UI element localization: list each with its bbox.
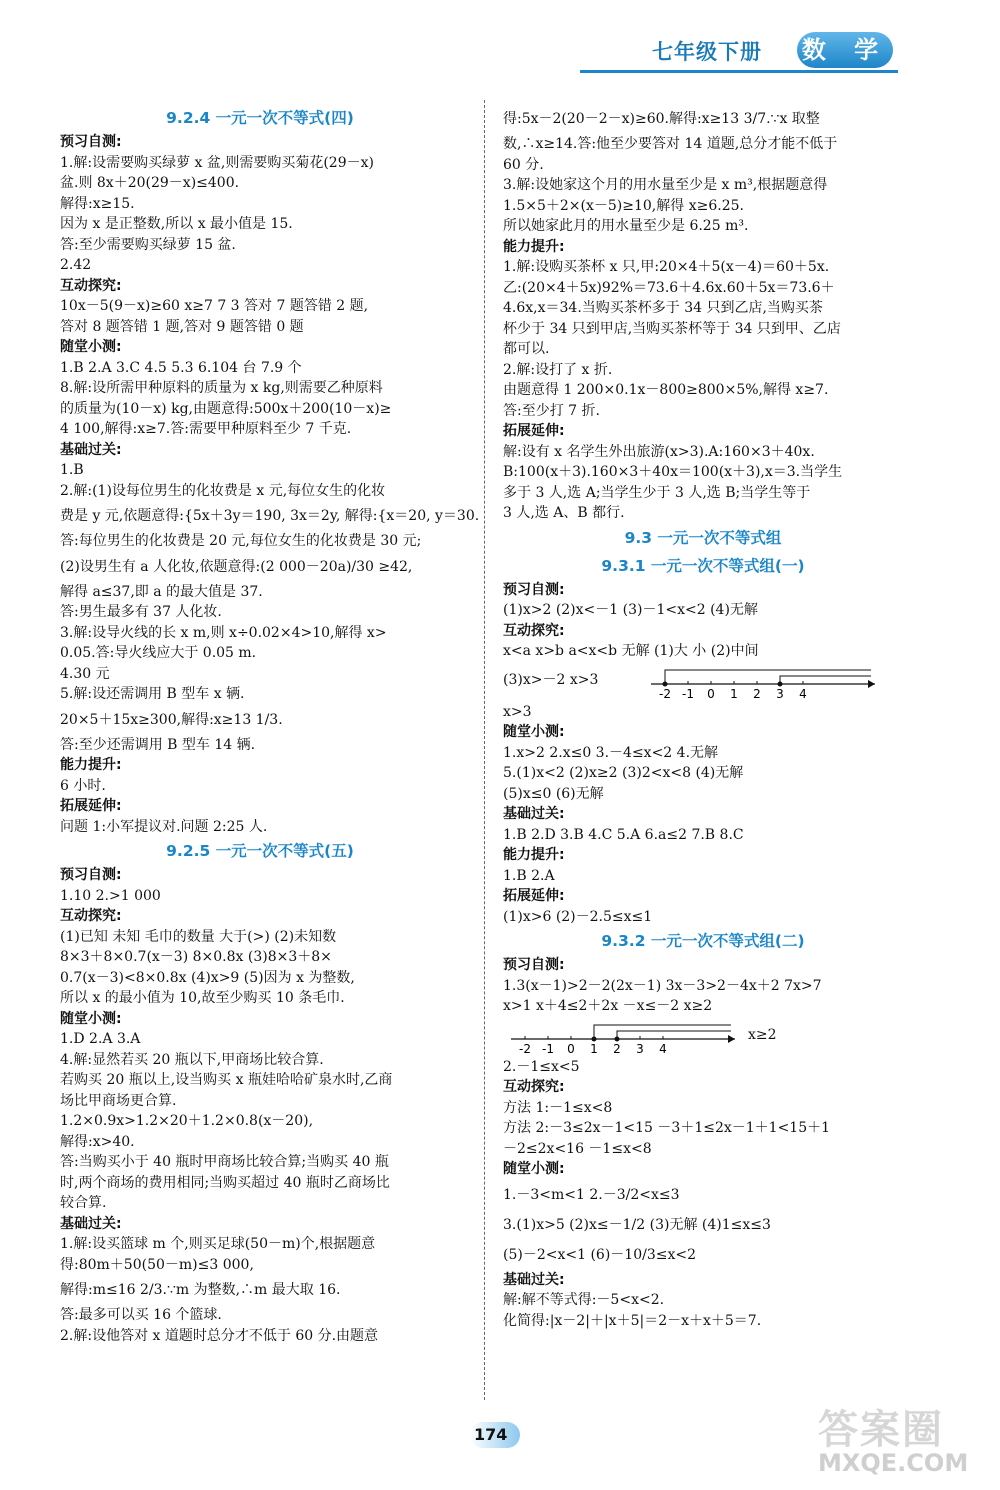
answer-line: 方法 2:－3≤2x－1<15 －3＋1≤2x－1＋1<15＋1 [503,1120,831,1136]
subsection-label: 预习自测: [60,134,122,150]
answer-line: 解得 a≤37,即 a 的最大值是 37. [60,583,263,600]
number-line-text: (3)x>－2 x>3 [503,671,599,688]
arrow-icon [728,1035,735,1043]
number-line-label: -2 [519,1041,531,1056]
answer-line: 1.解:设购买茶杯 x 只,甲:20×4＋5(x－4)＝60＋5x. [503,259,830,275]
answer-line: 2.－1≤x<5 [503,1058,580,1075]
answer-line: x>3 [503,703,532,720]
section-heading: 9.3.2 一元一次不等式组(二) [601,932,805,950]
subsection-label: 预习自测: [503,957,565,973]
answer-line: 4.30 元 [60,665,110,682]
subsection-label: 互动探究: [60,908,122,924]
answer-line: 1.B 2.A 3.C 4.5 5.3 6.104 台 7.9 个 [60,359,302,376]
section-heading: 9.2.5 一元一次不等式(五) [166,842,354,860]
answer-line: 由题意得 1 200×0.1x－800≥800×5%,解得 x≥7. [503,382,829,398]
subsection-label: 拓展延伸: [503,888,565,904]
subject-badge: 数 学 [797,32,893,68]
answer-line: 2.解:设他答对 x 道题时总分才不低于 60 分.由题意 [60,1327,379,1344]
left-column [60,104,480,1346]
number-line-text: x≥2 [748,1026,777,1043]
number-line-label: 3 [636,1041,644,1056]
watermark-text: 答案圈 [818,1407,944,1453]
answer-line: 得:5x－2(20－2－x)≥60.解得:x≥13 3/7.∵x 取整 [503,111,820,127]
number-line-label: 1 [590,1041,598,1056]
answer-line: 5.解:设还需调用 B 型车 x 辆. [60,686,245,702]
solution-point [592,1036,597,1041]
number-line-label: 4 [799,686,807,701]
section-heading: 9.3 一元一次不等式组 [624,528,782,547]
answer-line: 8×3＋8×0.7(x－3) 8×0.8x (3)8×3＋8× [60,949,332,965]
subsection-label: 基础过关: [503,1271,565,1288]
subsection-label: 随堂小测: [60,1010,122,1027]
answer-line: 费是 y 元,依题意得:{5x＋3y＝190, 3x＝2y, 解得:{x＝20, y＝30. [60,508,480,524]
number-line-row [503,1017,903,1057]
answer-line: 1.3(x－1)>2－2(2x－1) 3x－3>2－4x＋2 7x>7 [503,977,822,994]
answer-line: 乙:(20×4＋5x)92%＝73.6＋4.6x.60＋5x＝73.6＋ [503,279,835,296]
subsection-label: 互动探究: [60,277,122,294]
subsection-label: 互动探究: [503,1079,565,1095]
answer-line: 答:至少还需调用 B 型车 14 辆. [60,736,256,753]
answer-line: 答:至少需要购买绿萝 15 盆. [60,236,236,253]
watermark-url: MXQE.COM [818,1449,969,1477]
answer-line: (5)x≤0 (6)无解 [503,785,604,802]
answer-line: x<a x>b a<x<b 无解 (1)大 小 (2)中间 [503,643,759,659]
answer-line: 答:至少打 7 折. [503,402,600,419]
header-rule [580,70,898,73]
answer-line: 方法 1:－1≤x<8 [503,1099,613,1116]
answer-line: 数,∴x≥14.答:他至少要答对 14 道题,总分才能不低于 [503,136,838,152]
answer-line: 1.解:设买篮球 m 个,则买足球(50－m)个,根据题意 [60,1236,376,1252]
answer-line: 1.－3<m<1 2.－3/2<x≤3 [503,1186,680,1203]
solution-point [663,681,668,686]
answer-line: 0.05.答:导火线应大于 0.05 m. [60,645,257,661]
section-heading: 9.2.4 一元一次不等式(四) [166,109,354,127]
subsection-label: 随堂小测: [60,339,122,355]
number-line-label: 3 [776,686,784,701]
subsection-label: 随堂小测: [503,724,565,740]
number-line-label: 2 [613,1041,621,1056]
answer-line: 1.D 2.A 3.A [60,1031,141,1047]
subsection-label: 基础过关: [503,806,565,822]
number-line-row [503,662,903,702]
number-line [503,1017,743,1057]
answer-line: B:100(x＋3).160×3＋40x＝100(x＋3),x＝3.当学生 [503,464,843,480]
solution-marker [780,676,871,684]
answer-line: 10x－5(9－x)≥60 x≥7 7 3 答对 7 题答错 2 题, [60,298,369,314]
answer-line: 因为 x 是正整数,所以 x 最小值是 15. [60,216,293,232]
section-heading: 9.3.1 一元一次不等式组(一) [601,556,805,575]
answer-line: 答对 8 题答错 1 题,答对 9 题答错 0 题 [60,318,304,335]
number-line-label: -2 [659,686,671,701]
answer-line: (1)x>6 (2)－2.5≤x≤1 [503,908,653,925]
answer-line: 解:解不等式得:－5<x<2. [503,1292,665,1308]
number-line-label: 2 [753,686,761,701]
answer-line: 解:设有 x 名学生外出旅游(x>3).A:160×3＋40x. [503,443,815,460]
answer-line: 60 分. [503,156,544,173]
answer-line: 多于 3 人,选 A;当学生少于 3 人,选 B;当学生等于 [503,484,811,501]
answer-line: 1.解:设需要购买绿萝 x 盆,则需要购买菊花(29－x) [60,154,374,171]
column-divider [484,100,485,1400]
right-column [503,104,903,1331]
answer-line: 若购买 20 瓶以上,设当购买 x 瓶娃哈哈矿泉水时,乙商 [60,1072,393,1088]
solution-point [615,1036,620,1041]
answer-line: 2.42 [60,257,92,273]
answer-line: 2.解:(1)设每位男生的化妆费是 x 元,每位女生的化妆 [60,482,386,499]
watermark-logo [818,1398,978,1482]
answer-line: 1.2×0.9x>1.2×20＋1.2×0.8(x－20), [60,1113,314,1129]
subsection-label: 能力提升: [503,847,565,863]
answer-line: 3.解:设她家这个月的用水量至少是 x m³,根据题意得 [503,177,828,193]
number-line-label: -1 [682,686,694,701]
answer-line: 6 小时. [60,777,106,794]
answer-line: 0.7(x－3)<8×0.8x (4)x>9 (5)因为 x 为整数, [60,969,355,986]
solution-marker [665,670,871,684]
number-line-label: -1 [542,1041,554,1056]
answer-line: x>1 x＋4≤2＋2x －x≤－2 x≥2 [503,998,713,1014]
answer-line: 时,两个商场的费用相同;当购买超过 40 瓶时乙商场比 [60,1174,390,1191]
subsection-label: 基础过关: [60,441,122,458]
answer-line: (1)已知 未知 毛巾的数量 大于(>) (2)未知数 [60,928,337,945]
answer-line: 所以 x 的最小值为 10,故至少购买 10 条毛巾. [60,990,345,1006]
subsection-label: 拓展延伸: [503,423,565,439]
answer-line: (2)设男生有 a 人化妆,依题意得:(2 000－20a)/30 ≥42, [60,558,413,575]
answer-line: (5)－2<x<1 (6)－10/3≤x<2 [503,1246,696,1263]
solution-point [778,681,783,686]
subsection-label: 能力提升: [503,238,565,255]
answer-line: 化简得:|x－2|＋|x＋5|＝2－x＋x＋5＝7. [503,1312,762,1329]
answer-line: －2≤2x<16 －1≤x<8 [503,1140,652,1157]
number-line-label: 1 [730,686,738,701]
answer-line: 3.解:设导火线的长 x m,则 x÷0.02×4>10,解得 x> [60,624,387,641]
answer-line: 4.解:显然若买 20 瓶以下,甲商场比较合算. [60,1051,324,1068]
number-line-label: 0 [707,686,715,701]
number-line [643,662,883,702]
answer-line: 20×5＋15x≥300,解得:x≥13 1/3. [60,711,283,728]
answer-line: 答:最多可以买 16 个篮球. [60,1307,222,1323]
answer-line: 解得:x>40. [60,1133,135,1150]
answer-line: 1.B [60,462,84,478]
answer-line: 1.10 2.>1 000 [60,887,161,904]
subsection-label: 能力提升: [60,757,122,773]
answer-line: 3 人,选 A、B 都行. [503,505,625,521]
answer-line: 4 100,解得:x≥7.答:需要甲种原料至少 7 千克. [60,421,352,437]
answer-line: 2.解:设打了 x 折. [503,361,613,378]
answer-line: 3.(1)x>5 (2)x≤－1/2 (3)无解 (4)1≤x≤3 [503,1216,771,1233]
answer-line: 5.(1)x<2 (2)x≥2 (3)2<x<8 (4)无解 [503,765,744,781]
solution-marker [617,1031,731,1039]
subsection-label: 预习自测: [503,581,565,598]
answer-line: 1.B 2.D 3.B 4.C 5.A 6.a≤2 7.B 8.C [503,826,744,843]
subsection-label: 随堂小测: [503,1161,565,1177]
answer-line: 解得:x≥15. [60,195,135,212]
subsection-label: 基础过关: [60,1215,122,1232]
answer-line: 场比甲商场更合算. [60,1092,177,1109]
answer-line: 盆.则 8x＋20(29－x)≤400. [60,175,240,191]
answer-line: 都可以. [503,341,550,357]
answer-line: 得:80m＋50(50－m)≤3 000, [60,1256,254,1273]
answer-line: 答:每位男生的化妆费是 20 元,每位女生的化妆费是 30 元; [60,533,422,549]
number-line-label: 4 [659,1041,667,1056]
subsection-label: 预习自测: [60,867,122,883]
answer-line: 8.解:设所需甲种原料的质量为 x kg,则需要乙种原料 [60,380,383,396]
grade-label: 七年级下册 [652,40,762,64]
answer-line: 答:当购买小于 40 瓶时甲商场比较合算;当购买 40 瓶 [60,1154,389,1170]
number-line-label: 0 [567,1041,575,1056]
subsection-label: 互动探究: [503,622,565,639]
answer-line: 1.x>2 2.x≤0 3.－4≤x<2 4.无解 [503,744,719,761]
answer-line: 杯少于 34 只到甲店,当购买茶杯等于 34 只到甲、乙店 [503,320,841,337]
subsection-label: 拓展延伸: [60,798,122,814]
answer-line: (1)x>2 (2)x<－1 (3)－1<x<2 (4)无解 [503,602,758,618]
answer-line: 答:男生最多有 37 人化妆. [60,604,222,620]
answer-line: 所以她家此月的用水量至少是 6.25 m³. [503,218,749,234]
answer-line: 1.B 2.A [503,867,555,884]
answer-line: 较合算. [60,1195,107,1211]
answer-line: 解得:m≤16 2/3.∵m 为整数,∴m 最大取 16. [60,1282,341,1298]
answer-line: 1.5×5＋2×(x－5)≥10,解得 x≥6.25. [503,197,744,214]
answer-line: 4.6x,x＝34.当购买茶杯多于 34 只到乙店,当购买茶 [503,300,823,316]
answer-line: 问题 1:小军提议对.问题 2:25 人. [60,818,268,835]
answer-line: 的质量为(10－x) kg,由题意得:500x＋200(10－x)≥ [60,400,392,417]
page-number: 174 [470,1422,520,1448]
arrow-icon [868,680,875,688]
